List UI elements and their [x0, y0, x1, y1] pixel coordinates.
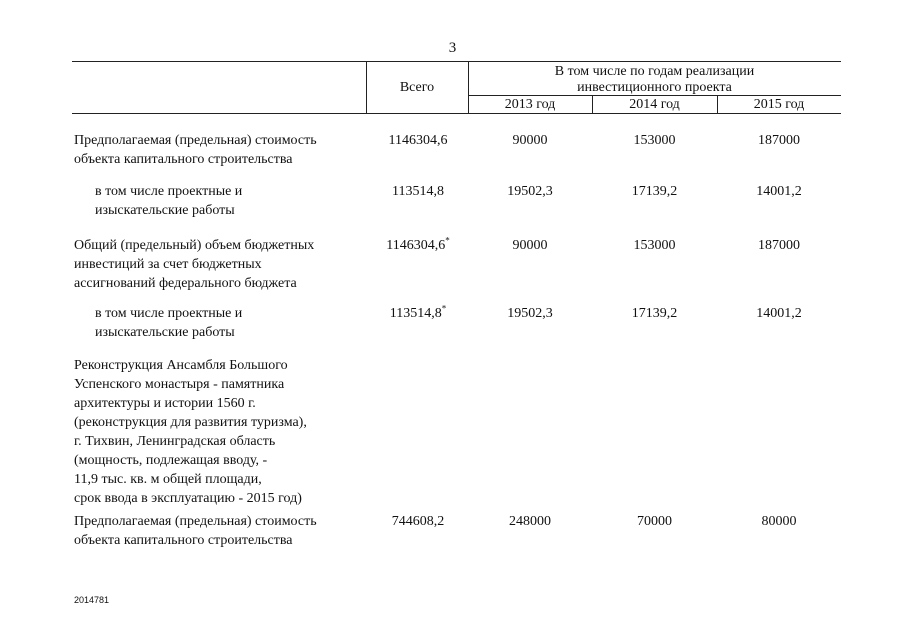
cell-2015: 187000	[758, 238, 800, 253]
cell-2014: 153000	[633, 133, 676, 148]
cell-2013: 248000	[509, 514, 551, 529]
row-label-line: объекта капитального строительства	[74, 533, 293, 548]
row-label-line: срок ввода в эксплуатацию - 2015 год)	[74, 491, 302, 506]
row-label-line: инвестиций за счет бюджетных	[74, 257, 262, 272]
row-label	[74, 236, 314, 293]
footnote-mark: *	[445, 235, 450, 246]
footnote-mark: *	[441, 303, 447, 314]
cell-2013: 90000	[512, 238, 548, 253]
row-label-line: 11,9 тыс. кв. м общей площади,	[74, 472, 262, 487]
row-label-line: г. Тихвин, Ленинградская область	[74, 434, 276, 449]
row-label	[74, 512, 317, 550]
header-year-2014: 2014 год	[629, 97, 680, 112]
row-label-line: Реконструкция Ансамбля Большого	[74, 358, 288, 373]
cell-2014: 153000	[633, 238, 676, 253]
cell-total: 113514,8	[392, 184, 444, 199]
header-year-2015: 2015 год	[753, 97, 805, 112]
cell-total: 113514,8*	[389, 303, 447, 321]
cell-total: 1146304,6	[388, 133, 448, 148]
header-group-title	[468, 64, 841, 96]
row-label-line: в том числе проектные и	[95, 184, 243, 199]
row-label-line: изыскательские работы	[95, 325, 235, 340]
row-label-line: ассигнований федерального бюджета	[74, 276, 297, 291]
row-label-line: Предполагаемая (предельная) стоимость	[74, 133, 317, 148]
row-label-line: (мощность, подлежащая вводу, -	[74, 453, 268, 468]
cell-total: 744608,2	[391, 514, 445, 529]
cell-2015: 14001,2	[756, 306, 802, 321]
cell-2014: 17139,2	[631, 184, 678, 199]
row-label-line: архитектуры и истории 1560 г.	[74, 396, 256, 411]
cell-2014: 17139,2	[631, 306, 678, 321]
document-code: 2014781	[74, 595, 110, 605]
cell-2014: 70000	[637, 514, 672, 529]
cell-2013: 90000	[512, 133, 548, 148]
row-label-line: Предполагаемая (предельная) стоимость	[74, 514, 317, 529]
header-group-line1: В том числе по годам реализации	[554, 64, 755, 79]
cell-total: 1146304,6*	[386, 235, 450, 253]
row-label-line: в том числе проектные и	[95, 306, 243, 321]
row-label-line: изыскательские работы	[95, 203, 235, 218]
row-label-line: Успенского монастыря - памятника	[74, 377, 285, 392]
header-group-line2: инвестиционного проекта	[577, 80, 732, 95]
cell-2015: 187000	[758, 133, 800, 148]
header-total: Всего	[399, 80, 435, 95]
row-label-line: (реконструкция для развития туризма),	[74, 415, 307, 430]
cell-2013: 19502,3	[507, 184, 553, 199]
cell-2015: 14001,2	[756, 184, 802, 199]
header-year-2013: 2013 год	[504, 97, 556, 112]
cell-2013: 19502,3	[507, 306, 553, 321]
row-label	[95, 182, 242, 220]
header-top-rule	[72, 61, 841, 62]
cell-2015: 80000	[761, 514, 797, 529]
header-bottom-rule	[72, 113, 841, 114]
page-number: 3	[448, 40, 457, 56]
project-title	[74, 356, 307, 508]
row-label	[74, 131, 317, 169]
row-label-line: Общий (предельный) объем бюджетных	[74, 238, 315, 253]
row-label	[95, 304, 242, 342]
row-label-line: объекта капитального строительства	[74, 152, 293, 167]
